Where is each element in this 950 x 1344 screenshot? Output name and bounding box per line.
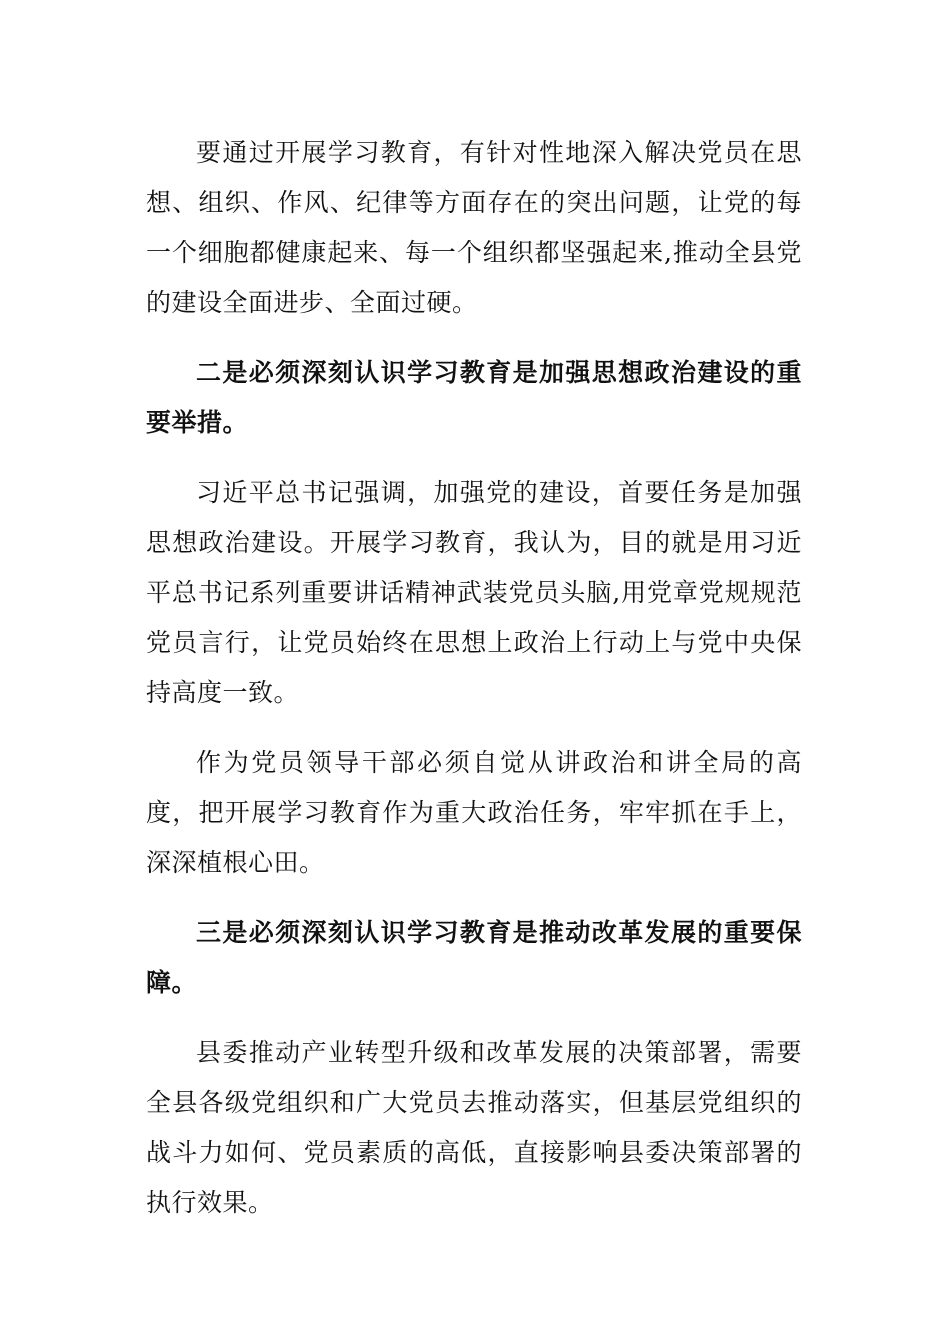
section-heading-3: 三是必须深刻认识学习教育是推动改革发展的重要保障。 [146, 918, 802, 997]
paragraph-1: 要通过开展学习教育，有针对性地深入解决党员在思想、组织、作风、纪律等方面存在的突出问题，让党的每一个细胞都健康起来、每一个组织都坚强起来,推动全县党的建设全面进步、全面过硬。 [146, 138, 802, 317]
section-heading-2: 二是必须深刻认识学习教育是加强思想政治建设的重要举措。 [146, 358, 802, 437]
paragraph-2: 习近平总书记强调，加强党的建设，首要任务是加强思想政治建设。开展学习教育，我认为，目的就是用习近平总书记系列重要讲话精神武装党员头脑,用党章党规规范党员言行，让党员始终在思想上政治上行动上与党中央保持高度一致。 [146, 478, 802, 707]
paragraph-4: 县委推动产业转型升级和改革发展的决策部署，需要全县各级党组织和广大党员去推动落实，但基层党组织的战斗力如何、党员素质的高低，直接影响县委决策部署的执行效果。 [146, 1038, 802, 1217]
document-body [146, 128, 802, 1248]
paragraph-3: 作为党员领导干部必须自觉从讲政治和讲全局的高度，把开展学习教育作为重大政治任务，牢牢抓在手上，深深植根心田。 [146, 748, 802, 877]
